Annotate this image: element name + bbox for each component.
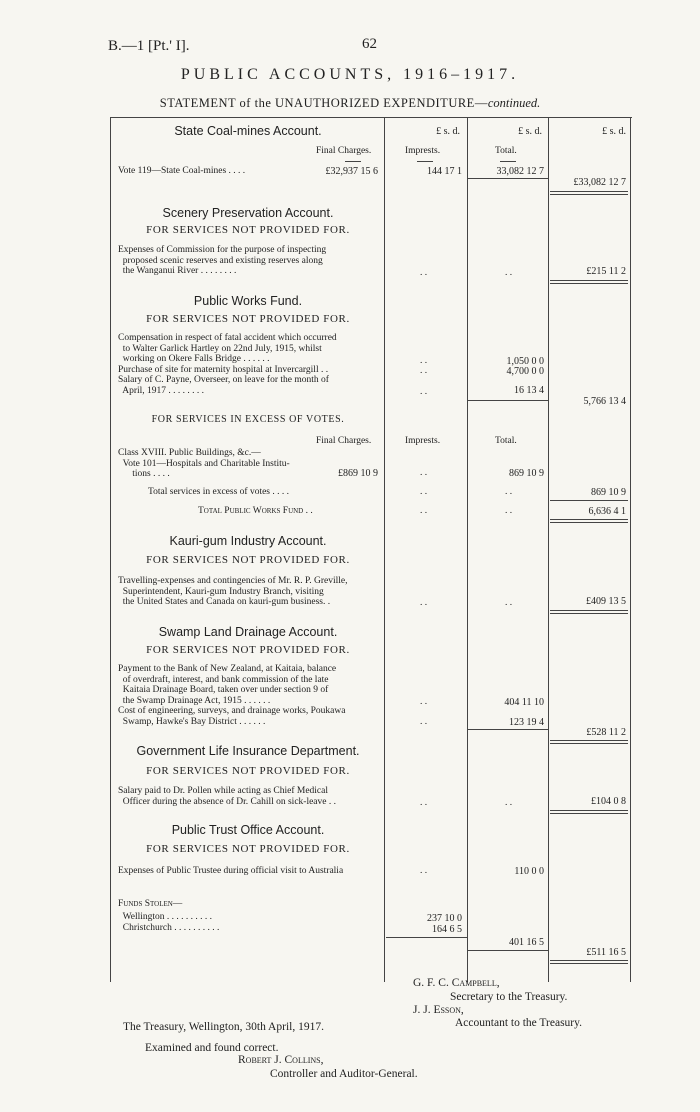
leader-dots: . . bbox=[505, 506, 513, 516]
works-class-text: Class XVIII. Public Buildings, &c.— Vote 101—Hospitals and Charitable Institu- tions . . . . bbox=[118, 448, 290, 479]
leader-dots: . . bbox=[420, 356, 428, 366]
leader-dots: . . bbox=[420, 717, 428, 727]
page-subtitle: STATEMENT of the UNAUTHORIZED EXPENDITURE—continued. bbox=[159, 96, 541, 110]
works-subheading: FOR SERVICES NOT PROVIDED FOR. bbox=[146, 313, 350, 325]
swamp-amount-2: 123 19 4 bbox=[509, 717, 544, 728]
swamp-amount-1: 404 11 10 bbox=[504, 697, 544, 708]
works-class-total: 869 10 9 bbox=[509, 468, 544, 479]
works-section-title: Public Works Fund. bbox=[193, 294, 303, 308]
treasury-dateline: The Treasury, Wellington, 30th April, 1917. bbox=[123, 1021, 324, 1033]
column-header-3: £ s. d. bbox=[602, 126, 626, 137]
coal-imprests: 144 17 1 bbox=[427, 166, 462, 177]
trust-sum: £511 16 5 bbox=[586, 947, 626, 958]
works-amount-3: 16 13 4 bbox=[514, 385, 544, 396]
leader-dots: . . bbox=[420, 268, 428, 278]
works-amount-2: 4,700 0 0 bbox=[506, 366, 544, 377]
column-header-1: £ s. d. bbox=[436, 126, 460, 137]
leader-dots: . . bbox=[420, 798, 428, 808]
stolen-christchurch: 164 6 5 bbox=[432, 924, 462, 935]
coal-sum: £33,082 12 7 bbox=[573, 177, 626, 188]
works-text: Compensation in respect of fatal accident which occurred to Walter Garlick Hartley on 22nd July, 1915, whilst working on Okere Falls Bridge . . . . . . Purchase of site for maternity hospital at Invercargill . . Salary of C. Payne, Overseer, on leave for the month of April, 1917 . . . . . . . . bbox=[118, 333, 337, 396]
coal-total-header: Total. bbox=[495, 146, 517, 156]
stolen-wellington: 237 10 0 bbox=[427, 913, 462, 924]
coal-final-charges-header: Final Charges. bbox=[316, 146, 372, 156]
signatory-campbell: G. F. C. Campbell, bbox=[413, 977, 500, 989]
life-text: Salary paid to Dr. Pollen while acting as Chief Medical Officer during the absence of Dr. Cahill on sick-leave . . bbox=[118, 786, 336, 807]
life-subheading: FOR SERVICES NOT PROVIDED FOR. bbox=[146, 765, 350, 777]
leader-dots: . . bbox=[420, 366, 428, 376]
signatory-esson-role: Accountant to the Treasury. bbox=[455, 1017, 583, 1029]
leader-dots: . . bbox=[420, 697, 428, 707]
swamp-section-title: Swamp Land Drainage Account. bbox=[158, 625, 338, 639]
leader-dots: . . bbox=[505, 598, 513, 608]
leader-dots: . . bbox=[505, 487, 513, 497]
signatory-collins: Robert J. Collins, bbox=[238, 1054, 324, 1066]
scenery-subheading: FOR SERVICES NOT PROVIDED FOR. bbox=[146, 224, 350, 236]
examined-note: Examined and found correct. bbox=[145, 1042, 279, 1054]
scenery-amount: £215 11 2 bbox=[586, 266, 626, 277]
signatory-campbell-role: Secretary to the Treasury. bbox=[450, 991, 568, 1003]
leader-dots: . . bbox=[420, 387, 428, 397]
page-reference: B.—1 [Pt.' I]. bbox=[108, 38, 190, 54]
leader-dots: . . bbox=[505, 268, 513, 278]
swamp-text: Payment to the Bank of New Zealand, at Kaitaia, balance of overdraft, interest, and bank commission of the late Kaitaia Drainage Board, taken over under section 9 of the Swamp Drainage Act, 1915 . . . . . . Cost of engineering, surveys, and drainage works, Poukawa Swamp, Hawke's Bay District . . . . . . bbox=[118, 664, 346, 727]
funds-stolen-rows: Wellington . . . . . . . . . . Christchurch . . . . . . . . . . bbox=[122, 912, 220, 933]
total-excess-amount: 869 10 9 bbox=[591, 487, 626, 498]
works-final-charges-header: Final Charges. bbox=[316, 436, 372, 446]
leader-dots: . . bbox=[420, 598, 428, 608]
scenery-text: Expenses of Commission for the purpose of inspecting proposed scenic reserves and existing reserves along the Wanganui River . . . . . . . . bbox=[118, 245, 327, 276]
works-sum: 5,766 13 4 bbox=[583, 396, 626, 407]
works-imprests-header: Imprests. bbox=[405, 436, 441, 446]
stolen-total: 401 16 5 bbox=[509, 937, 544, 948]
works-class-final: £869 10 9 bbox=[338, 468, 378, 479]
total-works-fund-label: Total Public Works Fund . . bbox=[198, 506, 313, 516]
life-amount: £104 0 8 bbox=[591, 796, 626, 807]
coal-section-title: State Coal-mines Account. bbox=[174, 124, 322, 138]
leader-dots: . . bbox=[505, 798, 513, 808]
column-header-2: £ s. d. bbox=[518, 126, 542, 137]
leader-dots: . . bbox=[420, 506, 428, 516]
coal-vote-row: Vote 119—State Coal-mines . . . . bbox=[118, 166, 246, 176]
signatory-collins-role: Controller and Auditor-General. bbox=[270, 1068, 418, 1080]
scenery-section-title: Scenery Preservation Account. bbox=[162, 206, 334, 220]
swamp-sum: £528 11 2 bbox=[586, 727, 626, 738]
works-total-header: Total. bbox=[495, 436, 517, 446]
trust-amount: 110 0 0 bbox=[514, 866, 544, 877]
trust-section-title: Public Trust Office Account. bbox=[171, 823, 325, 837]
signatory-esson: J. J. Esson, bbox=[413, 1004, 464, 1016]
kauri-text: Travelling-expenses and contingencies of Mr. R. P. Greville, Superintendent, Kauri-gum Industry Branch, visiting the United States and Canada on kauri-gum business. . bbox=[118, 576, 348, 607]
works-amount-1: 1,050 0 0 bbox=[506, 356, 544, 367]
total-works-fund-amount: 6,636 4 1 bbox=[588, 506, 626, 517]
funds-stolen-label: Funds Stolen— bbox=[118, 899, 183, 909]
kauri-subheading: FOR SERVICES NOT PROVIDED FOR. bbox=[146, 554, 350, 566]
coal-imprests-header: Imprests. bbox=[405, 146, 441, 156]
trust-subheading: FOR SERVICES NOT PROVIDED FOR. bbox=[146, 843, 350, 855]
page-number: 62 bbox=[362, 36, 377, 52]
page-title: PUBLIC ACCOUNTS, 1916–1917. bbox=[180, 66, 520, 83]
works-excess-subheading: FOR SERVICES IN EXCESS OF VOTES. bbox=[151, 414, 345, 425]
total-excess-label: Total services in excess of votes . . . . bbox=[148, 487, 290, 497]
works-class-imprests: . . bbox=[420, 468, 428, 478]
leader-dots: . . bbox=[420, 866, 428, 876]
trust-text: Expenses of Public Trustee during official visit to Australia bbox=[118, 866, 344, 876]
leader-dots: . . bbox=[420, 487, 428, 497]
kauri-amount: £409 13 5 bbox=[586, 596, 626, 607]
swamp-subheading: FOR SERVICES NOT PROVIDED FOR. bbox=[146, 644, 350, 656]
coal-total: 33,082 12 7 bbox=[496, 166, 544, 177]
coal-final-charges: £32,937 15 6 bbox=[325, 166, 378, 177]
life-section-title: Government Life Insurance Department. bbox=[136, 744, 360, 758]
kauri-section-title: Kauri-gum Industry Account. bbox=[169, 534, 327, 548]
